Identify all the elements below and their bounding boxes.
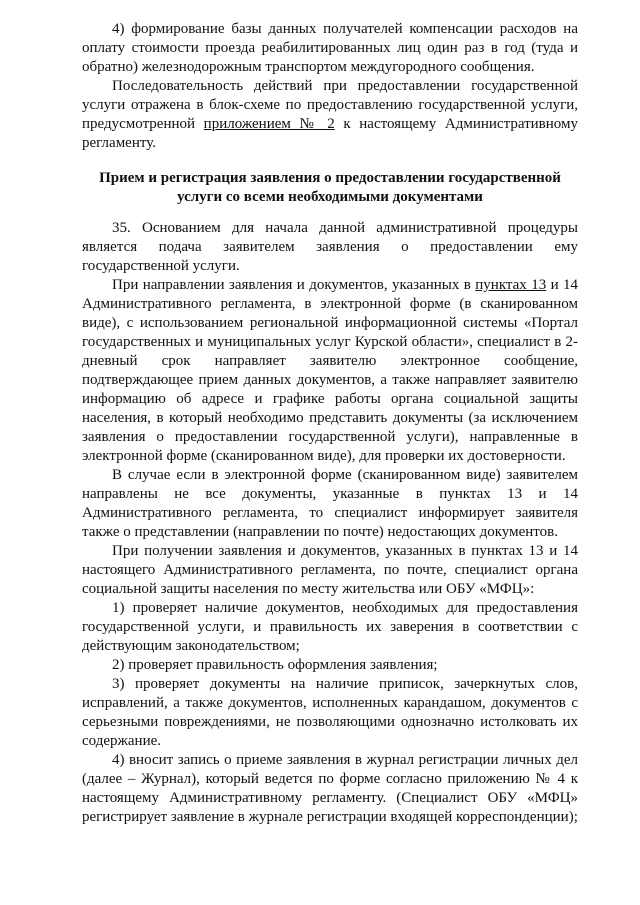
- paragraph-text: и 14 Административного регламента, в электронной форме (в сканированном виде), с использованием региональной информационной системы «Портал государственных и муниципальных услуг Курской области», специалист в 2-дневный срок направляет заявителю электронное сообщение, подтверждающее прием данных документов, а также направляет заявителю информацию об адресе и графике работы органа социальной защиты населения, в который необходимо представить документы (за исключением заявления о предоставлении государственной услуги), направленные в электронной форме (сканированном виде), для проверки их достоверности.: [82, 277, 579, 464]
- list-item-2: 2) проверяет правильность оформления заявления;: [112, 657, 438, 673]
- list-item-3: 3) проверяет документы на наличие приписок, зачеркнутых слов, исправлений, а также документов, исполненных карандашом, документов с серьезными повреждениями, не позволяющими однозначно истолковать их содержание.: [82, 676, 578, 749]
- paragraph-incomplete-documents: В случае если в электронной форме (сканированном виде) заявителем направлены не все документы, указанные в пунктах 13 и 14 Административного регламента, то специалист информирует заявителя также о представлении (направлении по почте) недостающих документов.: [82, 467, 578, 540]
- paragraph-electronic-submission: [82, 276, 578, 466]
- paragraph-text: Последовательность действий при предоставлении государственной услуги отражена в блок-схеме по предоставлению государственной услуги, предусмотренной: [82, 78, 578, 132]
- list-item-4: 4) вносит запись о приеме заявления в журнал регистрации личных дел (далее – Журнал), который ведется по форме согласно приложению № 4 к настоящему Административному регламенту. (Специалист ОБУ «МФЦ» регистрирует заявление в журнале регистрации входящей корреспонденции);: [82, 752, 578, 825]
- list-item-1: 1) проверяет наличие документов, необходимых для предоставления государственной услуги, и правильность их заверения в соответствии с действующим законодательством;: [82, 600, 578, 654]
- paragraph-sequence-of-actions: [82, 77, 578, 153]
- paragraph-mail-submission: При получении заявления и документов, указанных в пунктах 13 и 14 настоящего Административного регламента, по почте, специалист органа социальной защиты населения по месту жительства или ОБУ «МФЦ»:: [82, 543, 578, 597]
- appendix-2-link[interactable]: приложением № 2: [203, 116, 335, 132]
- document-page: [82, 20, 578, 827]
- items-13-link[interactable]: пунктах 13: [475, 277, 547, 293]
- paragraph-item-4-database: 4) формирование базы данных получателей компенсации расходов на оплату стоимости проезда реабилитированных лиц один раз в год (туда и обратно) железнодорожным транспортом междугородного сообщения.: [82, 21, 578, 75]
- paragraph-text: к настоящему Административному регламенту.: [82, 116, 578, 151]
- paragraph-35: 35. Основанием для начала данной административной процедуры является подача заявителем заявления о предоставлении ему государственной услуги.: [82, 220, 578, 274]
- paragraph-text: При направлении заявления и документов, указанных в: [112, 277, 476, 293]
- section-heading: Прием и регистрация заявления о предоставлении государственной услуги со всеми необходимыми документами: [99, 170, 561, 205]
